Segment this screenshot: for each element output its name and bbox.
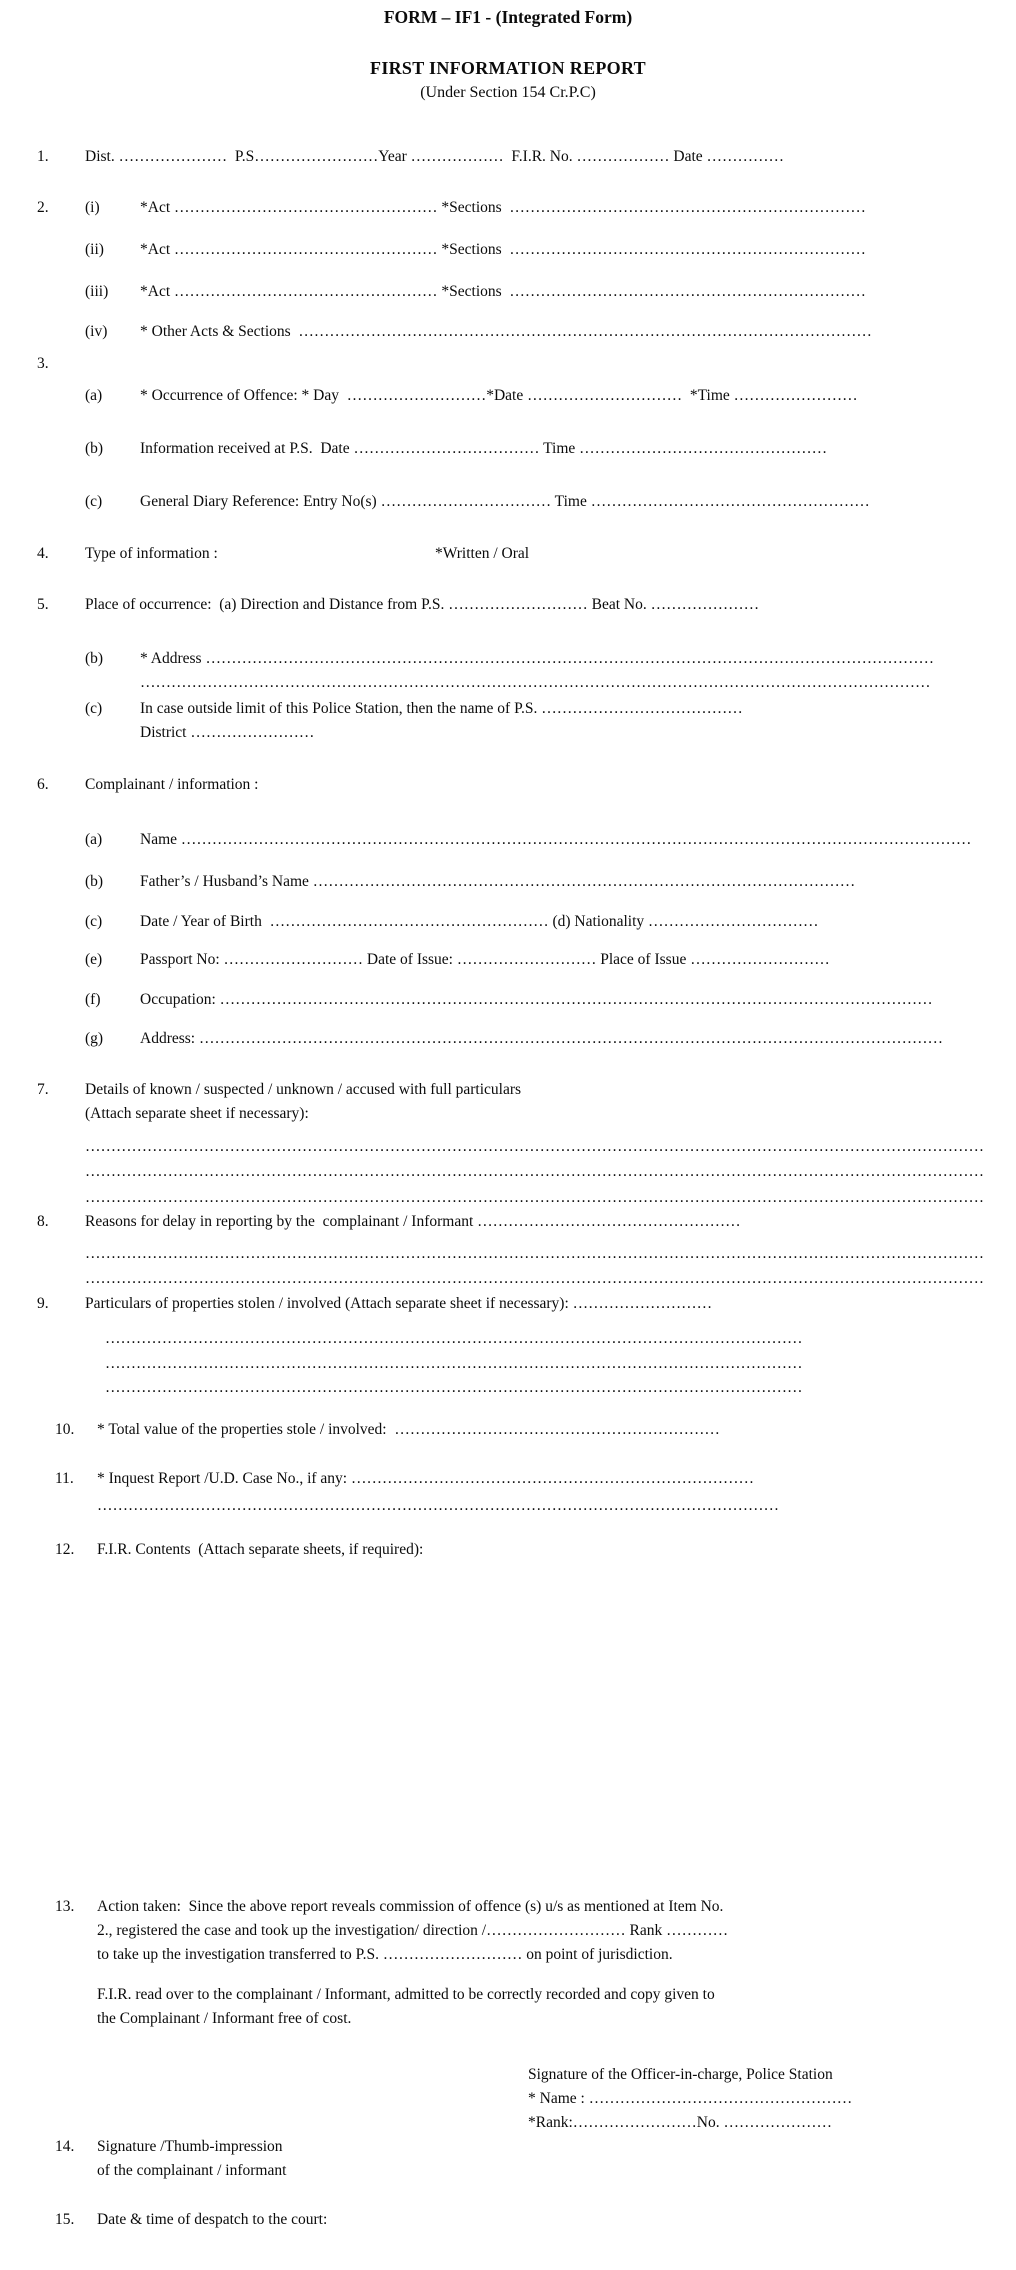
- item-4-number: 4.: [37, 545, 49, 562]
- item-8-number: 8.: [37, 1213, 49, 1230]
- dotted-line: ………………………………………………………………………………………………………………………: [105, 1330, 803, 1347]
- item-12-text: F.I.R. Contents (Attach separate sheets, if required):: [97, 1541, 424, 1558]
- item-9-number: 9.: [37, 1295, 49, 1312]
- item-1: [0, 145, 1016, 169]
- item-6-number: 6.: [37, 776, 49, 793]
- item-13-para1-line2: 2., registered the case and took up the investigation/ direction /……………………… Rank …………: [97, 1922, 729, 1939]
- officer-rank-line: *Rank:……………………No. …………………: [528, 2114, 832, 2131]
- item-9-text: Particulars of properties stolen / involved (Attach separate sheet if necessary): ………………………: [85, 1295, 713, 1312]
- item-6-row-e: [0, 948, 1016, 972]
- item-3-c-text: General Diary Reference: Entry No(s) …………………………… Time ………………………………………………: [140, 493, 870, 510]
- item-3-number: 3.: [37, 355, 49, 372]
- item-7-dotted-row-2: [0, 1160, 1016, 1184]
- item-6-e-label: (e): [85, 951, 103, 968]
- item-4-label: Type of information :: [85, 545, 218, 562]
- item-10-number: 10.: [55, 1421, 75, 1438]
- dotted-line: ………………………………………………………………………………………………………………………: [105, 1379, 803, 1396]
- dotted-line: …………………………………………………………………………………………………………………………………………………………: [85, 1138, 984, 1155]
- item-2-iii-label: (iii): [85, 283, 109, 300]
- item-6-c-label: (c): [85, 913, 103, 930]
- item-6-f-label: (f): [85, 991, 101, 1008]
- item-13-para1-line3: to take up the investigation transferred to P.S. ……………………… on point of jurisdiction.: [97, 1946, 673, 1963]
- item-2-ii-text: *Act …………………………………………… *Sections ……………………………………………………………: [140, 241, 866, 258]
- item-2-i-label: (i): [85, 199, 100, 216]
- officer-rank-row: [0, 2111, 1016, 2135]
- item-3-a-label: (a): [85, 387, 103, 404]
- item-6: [0, 773, 1016, 797]
- item-7-number: 7.: [37, 1081, 49, 1098]
- item-3-row-b: [0, 437, 1016, 461]
- item-3-a-text: * Occurrence of Offence: * Day ………………………*Date ………………………… *Time ……………………: [140, 387, 858, 404]
- item-6-row-c: [0, 910, 1016, 934]
- item-3-b-label: (b): [85, 440, 104, 457]
- item-6-text: Complainant / information :: [85, 776, 259, 793]
- item-7: [0, 1078, 1016, 1102]
- item-2-iv-label: (iv): [85, 323, 108, 340]
- item-3-row-a: [0, 384, 1016, 408]
- item-14: [0, 2135, 1016, 2159]
- dotted-line: …………………………………………………………………………………………………………………………………………………………: [85, 1189, 984, 1206]
- item-2-row-i: [0, 196, 1016, 220]
- dotted-line: ……………………………………………………………………………………………………………………: [97, 1497, 779, 1514]
- item-15-number: 15.: [55, 2211, 75, 2228]
- form-title: FORM – IF1 - (Integrated Form): [383, 7, 633, 27]
- item-13-para2-line1: F.I.R. read over to the complainant / Informant, admitted to be correctly recorded and copy given to: [97, 1986, 715, 2003]
- item-9-dotted-row-1: [0, 1327, 1016, 1351]
- item-13-para1-line1: Action taken: Since the above report reveals commission of offence (s) u/s as mentioned at Item No.: [97, 1898, 724, 1915]
- item-5-row-c: [0, 697, 1016, 721]
- officer-name-row: [0, 2087, 1016, 2111]
- item-5-c-continuation: [0, 721, 1016, 745]
- item-2-i-text: *Act …………………………………………… *Sections ……………………………………………………………: [140, 199, 866, 216]
- item-8: [0, 1210, 1016, 1234]
- dotted-line: …………………………………………………………………………………………………………………………………………………………: [85, 1270, 984, 1287]
- report-subtitle: (Under Section 154 Cr.P.C): [420, 84, 596, 101]
- item-14-line1: Signature /Thumb-impression: [97, 2138, 283, 2155]
- item-8-dotted-row-1: [0, 1242, 1016, 1266]
- item-13-para1-line2-row: [0, 1919, 1016, 1943]
- item-8-dotted-row-2: [0, 1267, 1016, 1291]
- item-3: [0, 352, 1016, 376]
- item-5-b-dotted-line: ………………………………………………………………………………………………………………………………………: [140, 674, 931, 691]
- item-11-text: * Inquest Report /U.D. Case No., if any: ……………………………………………………………………: [97, 1470, 754, 1487]
- item-2-row-iii: [0, 280, 1016, 304]
- report-title: FIRST INFORMATION REPORT: [370, 58, 646, 78]
- item-2-row-ii: [0, 238, 1016, 262]
- item-5-text: Place of occurrence: (a) Direction and Distance from P.S. ……………………… Beat No. …………………: [85, 596, 760, 613]
- officer-signature-title-row: [0, 2063, 1016, 2087]
- item-12: [0, 1538, 1016, 1562]
- item-3-row-c: [0, 490, 1016, 514]
- item-15-text: Date & time of despatch to the court:: [97, 2211, 328, 2228]
- item-6-f-text: Occupation: …………………………………………………………………………………………………………………………: [140, 991, 933, 1008]
- item-11: [0, 1467, 1016, 1491]
- item-6-b-text: Father’s / Husband’s Name ……………………………………………………………………………………………: [140, 873, 856, 890]
- item-10: [0, 1418, 1016, 1442]
- dotted-line: ………………………………………………………………………………………………………………………: [105, 1355, 803, 1372]
- item-13-para2-line2-row: [0, 2007, 1016, 2031]
- item-6-g-label: (g): [85, 1030, 104, 1047]
- item-5-b-label: (b): [85, 650, 104, 667]
- item-2-ii-label: (ii): [85, 241, 104, 258]
- item-7-dotted-row-3: [0, 1186, 1016, 1210]
- item-6-a-text: Name ………………………………………………………………………………………………………………………………………: [140, 831, 972, 848]
- item-1-number: 1.: [37, 148, 49, 165]
- item-4-value: *Written / Oral: [435, 545, 530, 562]
- officer-signature-title: Signature of the Officer-in-charge, Police Station: [528, 2066, 833, 2083]
- item-7-text-line1: Details of known / suspected / unknown / accused with full particulars: [85, 1081, 522, 1098]
- item-14-line2-row: [0, 2159, 1016, 2183]
- item-5: [0, 593, 1016, 617]
- item-6-row-g: [0, 1027, 1016, 1051]
- item-6-a-label: (a): [85, 831, 103, 848]
- item-12-number: 12.: [55, 1541, 75, 1558]
- item-13-para1-line3-row: [0, 1943, 1016, 1967]
- item-3-b-text: Information received at P.S. Date ……………………………… Time …………………………………………: [140, 440, 828, 457]
- item-10-text: * Total value of the properties stole / involved: ………………………………………………………: [97, 1421, 720, 1438]
- item-5-b-continuation: [0, 671, 1016, 695]
- item-4: [0, 542, 1016, 566]
- item-15: [0, 2208, 1016, 2232]
- item-9-dotted-row-2: [0, 1352, 1016, 1376]
- item-11-number: 11.: [55, 1470, 74, 1487]
- item-3-c-label: (c): [85, 493, 103, 510]
- item-5-c-district-text: District ……………………: [140, 724, 315, 741]
- item-7-dotted-row-1: [0, 1135, 1016, 1159]
- item-13: [0, 1895, 1016, 1919]
- item-5-number: 5.: [37, 596, 49, 613]
- item-7-text-line2-row: [0, 1102, 1016, 1126]
- item-2-iii-text: *Act …………………………………………… *Sections ……………………………………………………………: [140, 283, 866, 300]
- item-2-iv-text: * Other Acts & Sections …………………………………………………………………………………………………: [140, 323, 872, 340]
- item-5-c-label: (c): [85, 700, 103, 717]
- item-9: [0, 1292, 1016, 1316]
- item-5-b-text: * Address ……………………………………………………………………………………………………………………………: [140, 650, 934, 667]
- item-2-row-iv: [0, 320, 1016, 344]
- item-6-g-text: Address: ………………………………………………………………………………………………………………………………: [140, 1030, 943, 1047]
- item-2-number: 2.: [37, 199, 49, 216]
- item-5-row-b: [0, 647, 1016, 671]
- item-7-text-line2: (Attach separate sheet if necessary):: [85, 1105, 309, 1122]
- item-14-number: 14.: [55, 2138, 75, 2155]
- officer-name-line: * Name : ……………………………………………: [528, 2090, 853, 2107]
- item-5-c-text: In case outside limit of this Police Station, then the name of P.S. …………………………………: [140, 700, 743, 717]
- dotted-line: …………………………………………………………………………………………………………………………………………………………: [85, 1163, 984, 1180]
- item-1-text: Dist. ………………… P.S……………………Year ……………… F.I.R. No. ……………… Date ……………: [85, 148, 785, 165]
- item-6-row-a: [0, 828, 1016, 852]
- item-6-row-b: [0, 870, 1016, 894]
- item-14-line2: of the complainant / informant: [97, 2162, 287, 2179]
- item-6-b-label: (b): [85, 873, 104, 890]
- item-13-number: 13.: [55, 1898, 75, 1915]
- item-6-e-text: Passport No: ……………………… Date of Issue: ……………………… Place of Issue ………………………: [140, 951, 830, 968]
- item-9-dotted-row-3: [0, 1376, 1016, 1400]
- item-6-row-f: [0, 988, 1016, 1012]
- item-13-para2-line2: the Complainant / Informant free of cost.: [97, 2010, 352, 2027]
- item-6-c-text: Date / Year of Birth ……………………………………………… (d) Nationality ……………………………: [140, 913, 819, 930]
- item-11-dotted-row: [0, 1494, 1016, 1518]
- item-8-text: Reasons for delay in reporting by the complainant / Informant ……………………………………………: [85, 1213, 741, 1230]
- dotted-line: …………………………………………………………………………………………………………………………………………………………: [85, 1245, 984, 1262]
- item-13-para2-line1-row: [0, 1983, 1016, 2007]
